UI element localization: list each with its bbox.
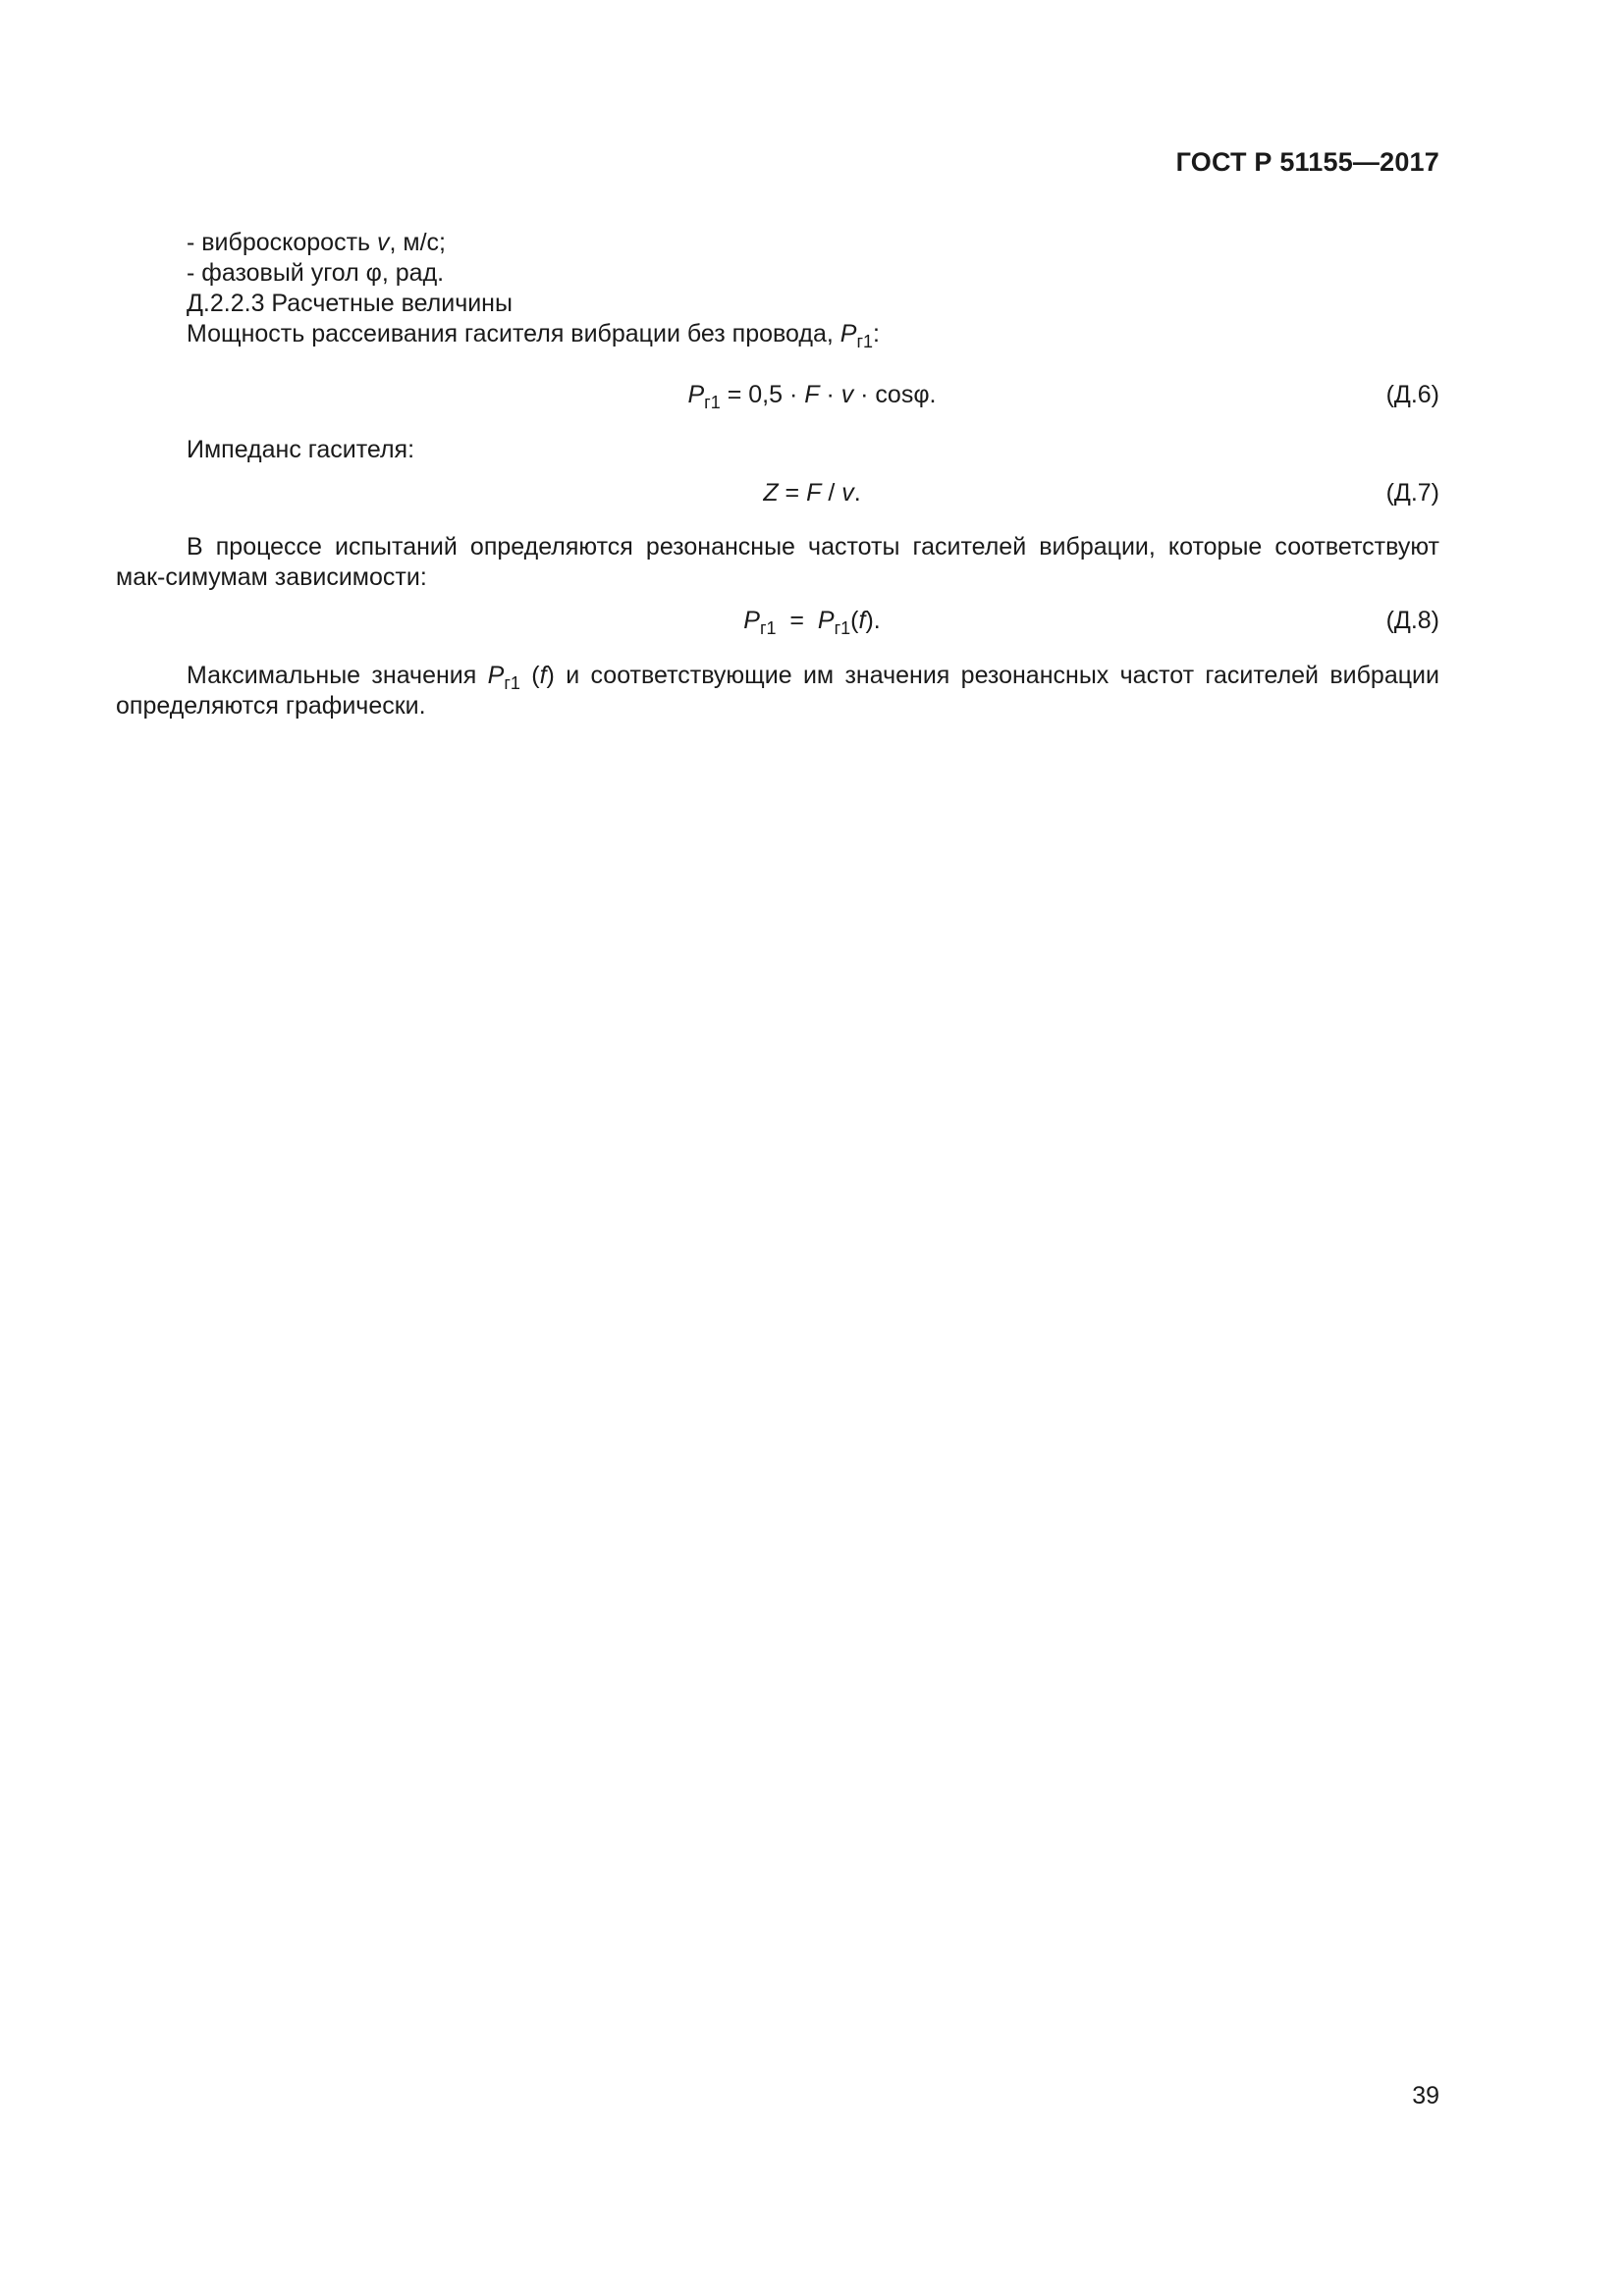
variable-v: v (840, 381, 854, 408)
formula-part: = 0,5 · (720, 381, 805, 408)
variable-F: F (806, 479, 822, 507)
formula-d7 (0, 478, 1624, 508)
formula-d6 (0, 380, 1624, 410)
variable-v: v (377, 229, 390, 256)
paragraph-text: Максимальные значения (187, 662, 488, 689)
paragraph-text: ( (519, 662, 540, 689)
variable-P: P (743, 607, 760, 634)
equation-number-d8: (Д.8) (1385, 607, 1439, 634)
subscript-g1: г1 (856, 332, 874, 351)
formula-part: . (853, 479, 861, 507)
variable-P: P (817, 607, 835, 634)
impedance-label: Импеданс гасителя: (187, 436, 415, 463)
list-item-text: - виброскорость (187, 229, 377, 256)
formula-part: · (819, 381, 841, 408)
document-standard-header: ГОСТ Р 51155—2017 (1175, 147, 1439, 177)
page-number: 39 (1412, 2082, 1439, 2109)
subscript-g1: г1 (504, 673, 520, 693)
variable-v: v (841, 479, 854, 507)
section-title: Д.2.2.3 Расчетные величины (187, 290, 513, 317)
variable-P: P (687, 381, 705, 408)
variable-f: f (858, 607, 866, 634)
paragraph-resonance: В процессе испытаний определяются резонансные частоты гасителей вибрации, которые соответствуют мак-симумам зависимости: (116, 533, 1439, 591)
variable-F: F (804, 381, 820, 408)
formula-part: · cosφ. (853, 381, 937, 408)
formula-part: = (778, 479, 807, 507)
subscript-g1: г1 (759, 618, 777, 638)
dissipation-power-line (187, 319, 880, 349)
list-item-phase-angle: - фазовый угол φ, рад. (187, 259, 445, 287)
paragraph-maximum-values (116, 661, 1439, 721)
formula-part: ( (850, 607, 859, 634)
variable-f: f (539, 662, 547, 689)
formula-part: = (776, 607, 818, 634)
equation-number-d6: (Д.6) (1385, 381, 1439, 408)
list-item-vibration-velocity (187, 228, 446, 258)
formula-d8 (0, 606, 1624, 636)
formula-part: / (821, 479, 842, 507)
colon: : (873, 320, 880, 347)
subscript-g1: г1 (834, 618, 851, 638)
formula-part: ). (865, 607, 881, 634)
variable-P: P (487, 662, 505, 689)
dissipation-text: Мощность рассеивания гасителя вибрации без провода, (187, 320, 840, 347)
paragraph-text: ) и соответствующие им значения резонансных частот гасителей вибрации определяются графически. (116, 662, 1439, 720)
subscript-g1: г1 (704, 393, 721, 412)
list-item-unit: , м/с; (389, 229, 446, 256)
variable-Z: Z (763, 479, 779, 507)
equation-number-d7: (Д.7) (1385, 479, 1439, 507)
variable-P: P (839, 320, 857, 347)
